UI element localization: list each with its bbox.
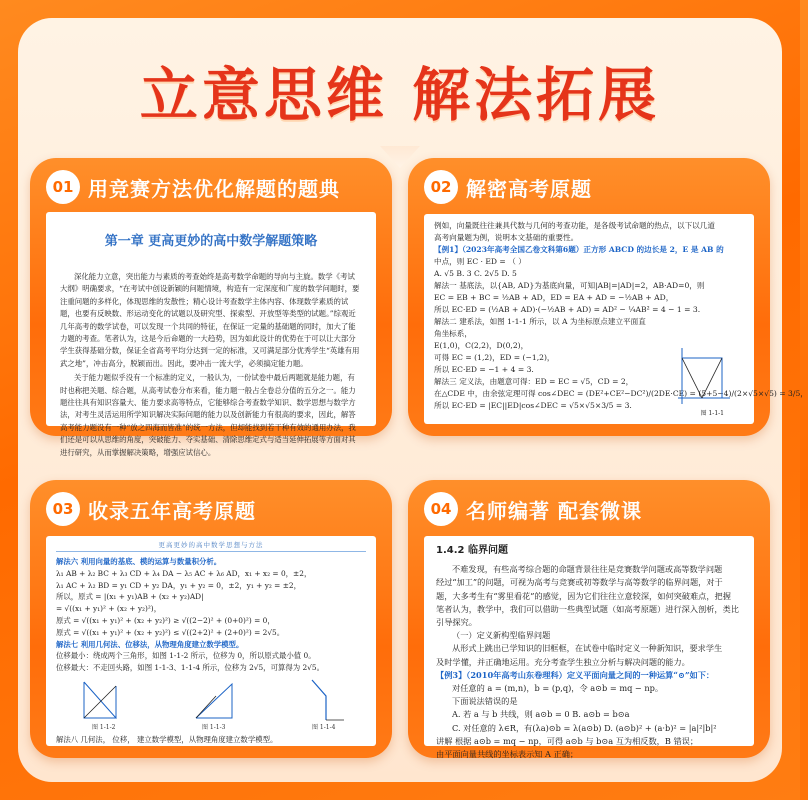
panel-number: 04 <box>424 492 458 526</box>
text-line: 不难发现，有些高考综合题的命题背景往往是竞赛数学问题或高等数学问题 <box>452 564 723 575</box>
choices-line: A. √5 B. 3 C. 2√5 D. 5 <box>434 269 517 278</box>
panel-number: 03 <box>46 492 80 526</box>
figure-caption: 图 1-1-1 <box>700 410 724 417</box>
panel-title: 用竞赛方法优化解题的题典 <box>88 176 340 201</box>
book-page-preview <box>424 214 808 424</box>
section-title: 1.4.2 临界问题 <box>436 545 508 556</box>
text-line: 例如，向量既往往兼具代数与几何的考查功能，是各级考试命题的热点，以下以几道 <box>434 221 715 230</box>
text-line: 对任意的 a = (m,n)，b = (p,q)，令 a⊙b = mq − np。 <box>452 683 664 694</box>
book-page-preview <box>424 536 754 760</box>
text-line: λ₁ AB + λ₂ BC + λ₃ CD + λ₄ DA − λ₅ AC + λ₆ AD，x₁ + x₂ = 0，±2， <box>56 568 312 578</box>
coordinate-figure <box>672 346 732 406</box>
headline: 立意思维 解法拓展 <box>139 61 661 129</box>
solution-line: 讲解 根据 a⊙b = mq − np，可得 a⊙b 与 b⊙a 互为相反数，B 错误； <box>436 735 699 746</box>
figure-caption: 图 1-1-2 <box>92 724 116 732</box>
text-line: 从形式上跳出已学知识的旧框框，在试卷中临时定义一种新知识，要求学生 <box>452 643 723 654</box>
figure-1-1-4 <box>296 676 356 724</box>
panel-header <box>46 492 256 526</box>
panel-01 <box>30 158 392 457</box>
text-line: 解法八 几何法， 位移， 建立数学模型，从物理角度建立数学模型。 <box>56 734 278 744</box>
text-line: 题，大多考生有“雾里看花”的感觉，因为它们往往立意较深，如何突破难点，把握 <box>436 590 731 601</box>
figure-1-1-2 <box>76 676 136 724</box>
panel-02 <box>408 158 808 436</box>
subsection-title: （一）定义新构型临界问题 <box>452 630 551 641</box>
text-line: EC = EB + BC = ½AB + AD，ED = EA + AD = −½AB + AD， <box>434 293 674 302</box>
solution-line: 解法六 利用向量的基底、模的运算与数量积分析。 <box>56 557 222 566</box>
figure-caption: 图 1-1-3 <box>202 724 226 732</box>
text-line: 在△CDE 中，由余弦定理可得 cos∠DEC = (DE²+CE²−DC²)/(2DE·CE) = (5+5−4)/(2×√5×√5) = 3/5， <box>434 389 808 398</box>
text-line: 原式 = √((x₁ + y₁)² + (x₂ + y₂)²) ≥ √((2−2)² + (0+0)²) = 0， <box>56 615 275 625</box>
text-line: 所以，原式 = |(x₁ + y₁)AB + (x₂ + y₂)AD| <box>56 592 204 602</box>
text-line: λ₁ AC + λ₂ BD = y₁ CD + y₂ DA，y₁ + y₂ = 0，±2，y₁ + y₂ = ±2， <box>56 580 302 590</box>
text-line: = √((x₁ + y₁)² + (x₂ + y₂)²)， <box>56 604 162 614</box>
panel-header <box>46 170 340 204</box>
panel-04 <box>408 480 770 758</box>
text-line: 位移最大：不走回头路，如图 1-1-3、1-1-4 所示，位移为 2√5，可算得为 2√5。 <box>56 663 324 673</box>
text-line: 中点，则 EC · ED = （ ） <box>434 257 526 266</box>
solution-line: 解法七 利用几何法、位移法，从物理角度建立数学模型。 <box>56 639 244 649</box>
example-line: 【例3】（2010年高考山东卷理科）定义平面向量之间的一种运算“⊙”如下： <box>436 669 715 680</box>
chapter-title: 第一章 更高更妙的高中数学解题策略 <box>104 234 318 249</box>
main-card <box>18 18 808 782</box>
text-line: 原式 = √((x₁ + y₁)² + (x₂ + y₂)²) ≤ √((2+2)² + (2+0)²) = 2√5。 <box>56 627 285 637</box>
solution-line: 解法一 基底法，以{AB, AD}为基底向量，可知|AB|=|AD|=2，AB·AD=0，则 <box>434 281 705 290</box>
running-header: 更高更妙的高中数学思想与方法 <box>56 540 366 552</box>
figure-caption: 图 1-1-4 <box>312 724 336 732</box>
panel-number: 01 <box>46 170 80 204</box>
choices-line: A. 若 a 与 b 共线，则 a⊙b = 0 B. a⊙b = b⊙a <box>452 709 630 720</box>
paragraph: 关于能力题似乎没有一个标准的定义，一般认为，一份试卷中最后两题就是能力题，有时也称把关题、综合题，从高考试卷分布来看，能力题一般占全卷总分值的五分之一。能力题往往具有知识容量大、能力要求高等特点，它能够综合考查数学知识、数学思想与数学方法，对考生灵活运用所学知识解决实际问题的能力以及创新能力有很高的要求，因此，解答高考能力题没有一种“放之四海而皆准”的统一方法，但却能找到若干种有效的通用办法，我们还是可以从思维的角度，突破能力、夺实基础、清除思维定式与适当延伸拓展等方面对其进行研究，从而掌握解决策略，增强应试信心。 <box>60 373 356 457</box>
text-line: 笔者认为，教学中，我们可以借助一些典型试题（如高考原题）进行深入剖析，类比 <box>436 603 739 614</box>
text-line: 所以 EC·ED = |EC||ED|cos∠DEC = √5×√5×3/5 = 3. <box>434 401 632 410</box>
choices-line: C. 对任意的 λ∈R，有(λa)⊙b = λ(a⊙b) D. (a⊙b)² + (a·b)² = |a|²|b|² <box>452 722 717 733</box>
text-line: 所以 EC·ED = (½AB + AD)·(−½AB + AD) = AD² − ¼AB² = 4 − 1 = 3. <box>434 305 701 314</box>
text-line: 高考向量题为例，说明本文基础的重要性。 <box>434 233 579 242</box>
panel-title: 名师编著 配套微课 <box>466 498 642 523</box>
text-line: 经过“加工”的问题，可视为高考与竞赛或初等数学与高等数学的临界问题，对于 <box>436 577 723 588</box>
panel-title: 解密高考原题 <box>466 176 592 201</box>
figures-row <box>56 676 366 734</box>
text-line: 角坐标系， <box>434 329 472 338</box>
panel-header <box>424 492 642 526</box>
panel-title: 收录五年高考原题 <box>88 498 256 523</box>
text-line: 引导探究。 <box>436 617 477 628</box>
paragraph: 深化能力立意，突出能力与素质的考查始终是高考数学命题的导向与主旋。数学《考试大纲》明确要求，“在考试中创设新颖的问题情境，构造有一定深度和广度的数学问题时，要注重问题的多样化，体现思维的发散性；精心设计考查数学主体内容、体现数学素质的试题，也要有反映数、形运动变化的试题以及研究型、探索型、开放型等类型的试题。”综观近几年高考的数学试卷，可以发现一个共同的特征，在保证一定量的基础题的同时，加大了能力题的考查。笔者认为，这是今后命题的一大趋势，因为如此设计的优势在于可以让大部分学生获得基础分数，保证全省高考平均分达到一定的标准，又可满足部分优秀学生“英雄有用武之地”，冲击高分，脱颖而出。因此，要冲击一流大学，必须搞定能力题。 <box>60 272 360 368</box>
text-line: 及时学懂，并正确地运用。充分考查学生独立分析与解决问题的能力。 <box>436 656 690 667</box>
book-page-preview <box>46 212 376 457</box>
text-line: E(1,0)，C(2,2)，D(0,2)， <box>434 341 529 350</box>
book-page-preview <box>46 536 376 746</box>
panel-03 <box>30 480 392 758</box>
text-line: 由平面向量共线的坐标表示知 A 正确； <box>436 749 579 760</box>
text-line: 可得 EC = (1,2)，ED = (−1,2)， <box>434 353 555 362</box>
text-line: 位移最小：绕成两个三角形，如图 1-1-2 所示，位移为 0，所以原式最小值 0。 <box>56 651 316 661</box>
notch-decoration <box>380 146 420 168</box>
figure-1-1-3 <box>186 676 246 724</box>
solution-line: 解法三 定义法，由题意可得：ED = EC = √5，CD = 2， <box>434 377 634 386</box>
panel-header <box>424 170 592 204</box>
example-line: 【例1】（2023年高考全国乙卷文科第6题）正方形 ABCD 的边长是 2，E 是 AB 的 <box>434 245 724 254</box>
text-line: 所以 EC·ED = −1 + 4 = 3. <box>434 365 534 374</box>
solution-line: 解法二 建系法，如图 1-1-1 所示，以 A 为坐标原点建立平面直 <box>434 317 646 326</box>
text-line: 下面说法错误的是 <box>452 696 518 707</box>
panel-number: 02 <box>424 170 458 204</box>
